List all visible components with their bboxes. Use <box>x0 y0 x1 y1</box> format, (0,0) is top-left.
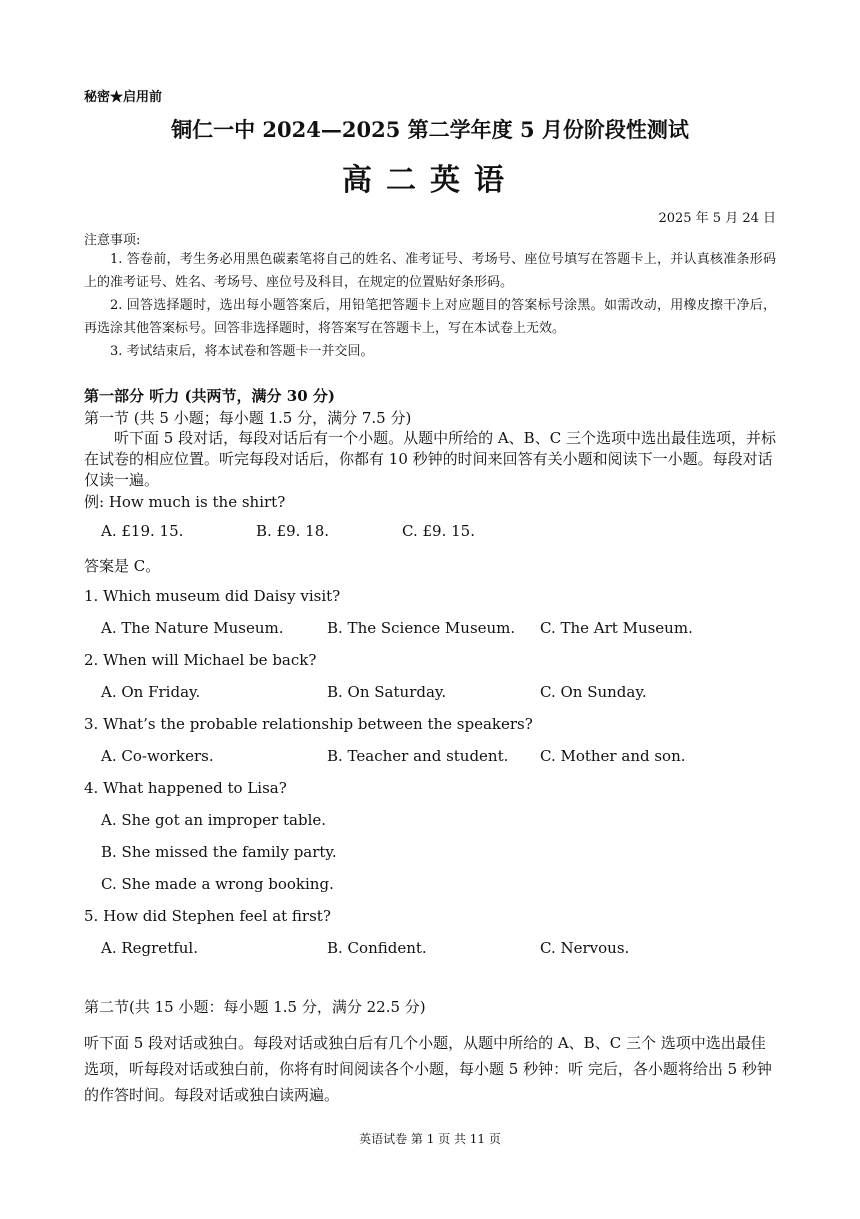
question-option: C. The Art Museum. <box>540 619 693 637</box>
question-option: C. On Sunday. <box>540 683 647 701</box>
example-option: B. £9. 18. <box>256 522 330 540</box>
question-option: A. Co-workers. <box>101 747 214 765</box>
section1-instructions-text: 听下面 5 段对话，每段对话后有一个小题。从题中所给的 A、B、C 三个选项中选出最佳选项，并标在试卷的相应位置。听完每段对话后，你都有 10 秒钟的时间来回答有关小题和阅读下一小题。每段对话仅读一遍。 <box>84 429 776 489</box>
exam-title: 铜仁一中 2024—2025 第二学年度 5 月份阶段性测试 <box>171 117 689 142</box>
notice-item: 3. 考试结束后，将本试卷和答题卡一并交回。 <box>110 344 374 359</box>
question-1: 1. Which museum did Daisy visit? <box>84 587 341 605</box>
question-4: 4. What happened to Lisa? <box>84 779 287 797</box>
subject-title: 高二英语 <box>342 163 518 198</box>
question-option: A. On Friday. <box>101 683 201 701</box>
question-option: C. Nervous. <box>540 939 630 957</box>
section2-instructions: 听下面 5 段对话或独白。每段对话或独白后有几个小题，从题中所给的 A、B、C 三个 选项中选出最佳选项，听每段对话或独白前，你将有时间阅读各个小题，每小题 5 秒钟：听 完后，各小题将给出 5 秒钟的作答时间。每段对话或独白读两遍。 <box>84 1034 772 1104</box>
confidential-label: 秘密★启用前 <box>84 90 163 105</box>
question-option: B. Confident. <box>327 939 427 957</box>
section1-heading: 第一节 (共 5 小题；每小题 1.5 分，满分 7.5 分) <box>84 409 412 427</box>
notice-list <box>84 248 776 363</box>
page-footer: 英语试卷 第 1 页 共 11 页 <box>359 1132 501 1146</box>
notice-item: 2. 回答选择题时，选出每小题答案后，用铅笔把答题卡上对应题目的答案标号涂黑。如需改动，用橡皮擦干净后，再选涂其他答案标号。回答非选择题时，将答案写在答题卡上，写在本试卷上无效。 <box>84 298 776 336</box>
example-option: C. £9. 15. <box>402 522 475 540</box>
question-option: A. She got an improper table. <box>101 811 327 829</box>
example-answer: 答案是 C。 <box>84 557 161 575</box>
question-option: C. She made a wrong booking. <box>101 875 334 893</box>
section1-instructions <box>84 428 776 491</box>
question-option: B. Teacher and student. <box>327 747 509 765</box>
question-3: 3. What’s the probable relationship between the speakers? <box>84 715 533 733</box>
exam-date: 2025 年 5 月 24 日 <box>658 211 776 226</box>
question-option: C. Mother and son. <box>540 747 686 765</box>
question-option: A. Regretful. <box>101 939 198 957</box>
example-option: A. £19. 15. <box>101 522 184 540</box>
question-5: 5. How did Stephen feel at first? <box>84 907 331 925</box>
question-option: A. The Nature Museum. <box>101 619 284 637</box>
notice-item: 1. 答卷前，考生务必用黑色碳素笔将自己的姓名、准考证号、考场号、座位号填写在答题卡上，并认真核准条形码上的准考证号、姓名、考场号、座位号及科目，在规定的位置贴好条形码。 <box>84 252 776 290</box>
example-question: 例: How much is the shirt? <box>84 493 286 511</box>
question-option: B. On Saturday. <box>327 683 447 701</box>
notice-heading: 注意事项: <box>84 233 141 248</box>
question-option: B. She missed the family party. <box>101 843 337 861</box>
section2-heading: 第二节(共 15 小题：每小题 1.5 分，满分 22.5 分) <box>84 998 426 1016</box>
question-option: B. The Science Museum. <box>327 619 516 637</box>
part1-heading: 第一部分 听力 (共两节，满分 30 分) <box>84 387 335 405</box>
question-2: 2. When will Michael be back? <box>84 651 317 669</box>
